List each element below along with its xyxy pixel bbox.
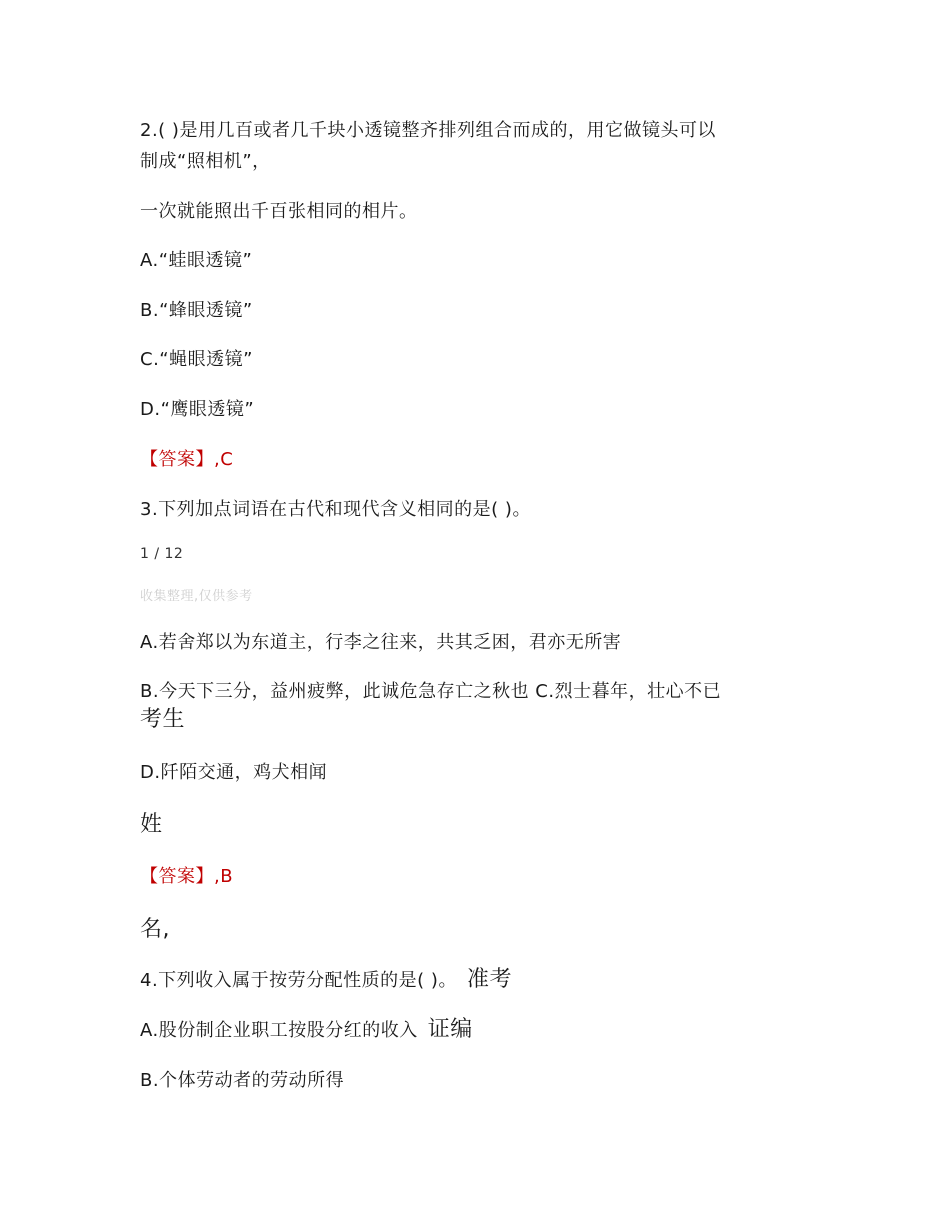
margin-word-zhunkao: 准考 [466, 967, 512, 992]
q4-option-b: B.个体劳动者的劳动所得 [140, 1070, 345, 1091]
q2-stem-line1: 2.( )是用几百或者几千块小透镜整齐排列组合而成的，用它做镜头可以 [140, 120, 716, 141]
q2-option-d: D.“鹰眼透镜” [140, 399, 255, 420]
q2-answer: 【答案】,C [140, 449, 234, 470]
page-number: 1 / 12 [140, 546, 184, 562]
q3-answer: 【答案】,B [140, 866, 234, 887]
q4-stem-line [140, 965, 512, 996]
watermark-text: 收集整理,仅供参考 [140, 589, 253, 604]
q2-option-a: A.“蛙眼透镜” [140, 250, 253, 271]
margin-word-zhengbian: 证编 [427, 1017, 473, 1042]
q2-option-b: B.“蜂眼透镜” [140, 300, 253, 321]
q2-stem-line2: 制成“照相机”， [140, 151, 271, 172]
q4-option-a: A.股份制企业职工按股分红的收入 [140, 1020, 418, 1041]
q3-option-bc: B.今天下三分，益州疲弊，此诚危急存亡之秋也 C.烈士暮年，壮心不已 [140, 681, 722, 702]
q2-option-c: C.“蝇眼透镜” [140, 349, 253, 370]
q2-stem-line3: 一次就能照出千百张相同的相片。 [140, 201, 418, 222]
margin-word-kaosheng: 考生 [140, 707, 186, 732]
q3-option-a: A.若舍郑以为东道主，行李之往来，共其乏困，君亦无所害 [140, 632, 622, 653]
q4-option-a-line [140, 1015, 473, 1046]
q3-stem: 3.下列加点词语在古代和现代含义相同的是( )。 [140, 499, 531, 520]
q3-option-d: D.阡陌交通，鸡犬相闻 [140, 762, 328, 783]
margin-word-xing: 姓 [140, 812, 163, 837]
margin-word-ming: 名, [140, 917, 170, 942]
q4-stem: 4.下列收入属于按劳分配性质的是( )。 [140, 970, 457, 991]
